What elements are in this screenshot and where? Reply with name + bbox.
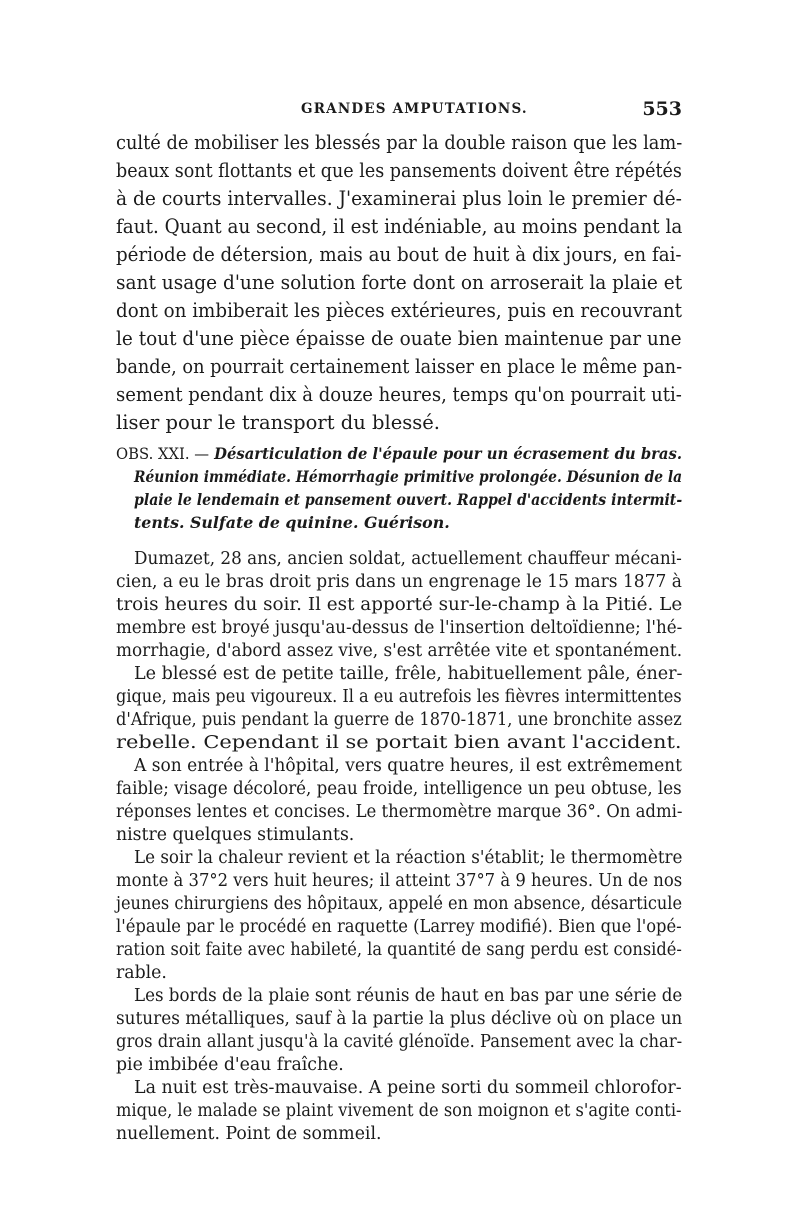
paragraph-line: sement pendant dix à douze heures, temps qu'on pourrait uti- xyxy=(116,383,682,406)
report-line: Le blessé est de petite taille, frêle, habituellement pâle, éner- xyxy=(134,664,683,684)
paragraph-line: période de détersion, mais au bout de huit à dix jours, en fai- xyxy=(116,243,682,266)
report-line: nuellement. Point de sommeil. xyxy=(116,1124,382,1144)
report-line: réponses lentes et concises. Le thermomètre marque 36°. On admi- xyxy=(116,802,683,822)
report-line: rebelle. Cependant il se portait bien avant l'accident. xyxy=(116,733,682,753)
page-number: 553 xyxy=(642,98,682,120)
paragraph-line: sant usage d'une solution forte dont on arroserait la plaie et xyxy=(116,271,683,294)
observation-title-line: Réunion immédiate. Hémorrhagie primitive prolongée. Désunion de la xyxy=(134,467,683,486)
observation-title-line: plaie le lendemain et pansement ouvert. Rappel d'accidents intermit- xyxy=(134,490,683,509)
paragraph-line: à de courts intervalles. J'examinerai plus loin le premier dé- xyxy=(116,187,682,210)
report-line: mique, le malade se plaint vivement de son moignon et s'agite conti- xyxy=(116,1101,682,1121)
paragraph-line: bande, on pourrait certainement laisser en place le même pan- xyxy=(116,355,683,378)
observation-label: OBS. XXI. — xyxy=(116,444,210,463)
report-line: jeunes chirurgiens des hôpitaux, appelé en mon absence, désarticule xyxy=(116,894,683,914)
report-line: membre est broyé jusqu'au-dessus de l'insertion deltoïdienne; l'hé- xyxy=(116,618,683,638)
running-title: GRANDES AMPUTATIONS. xyxy=(301,101,528,117)
report-line: sutures métalliques, sauf à la partie la plus déclive où on place un xyxy=(116,1009,683,1029)
observation-title-line: tents. Sulfate de quinine. Guérison. xyxy=(134,513,450,532)
report-line: A son entrée à l'hôpital, vers quatre heures, il est extrêmement xyxy=(134,756,682,776)
report-line: trois heures du soir. Il est apporté sur-le-champ à la Pitié. Le xyxy=(116,595,683,615)
report-line: Dumazet, 28 ans, ancien soldat, actuellement chauffeur mécani- xyxy=(134,549,682,569)
paragraph-line: dont on imbiberait les pièces extérieures, puis en recouvrant xyxy=(116,299,682,322)
report-line: l'épaule par le procédé en raquette (Larrey modifié). Bien que l'opé- xyxy=(116,917,682,937)
paragraph-line: beaux sont flottants et que les pansements doivent être répétés xyxy=(116,159,682,182)
report-line: rable. xyxy=(116,963,167,983)
report-line: d'Afrique, puis pendant la guerre de 1870-1871, une bronchite assez xyxy=(116,710,682,730)
report-line: monte à 37°2 vers huit heures; il atteint 37°7 à 9 heures. Un de nos xyxy=(116,871,683,891)
report-line: morrhagie, d'abord assez vive, s'est arrêtée vite et spontanément. xyxy=(116,641,683,661)
paragraph-line: faut. Quant au second, il est indéniable, au moins pendant la xyxy=(116,215,683,238)
report-line: pie imbibée d'eau fraîche. xyxy=(116,1055,344,1075)
observation-heading xyxy=(116,446,682,462)
paragraph-line: culté de mobiliser les blessés par la double raison que les lam- xyxy=(116,131,683,154)
report-line: gique, mais peu vigoureux. Il a eu autrefois les fièvres intermittentes xyxy=(116,687,682,707)
observation-title-line: Désarticulation de l'épaule pour un écrasement du bras. xyxy=(214,444,682,463)
report-line: La nuit est très-mauvaise. A peine sorti du sommeil chlorofor- xyxy=(134,1078,682,1098)
running-head xyxy=(116,98,682,122)
report-line: cien, a eu le bras droit pris dans un engrenage le 15 mars 1877 à xyxy=(116,572,682,592)
report-line: nistre quelques stimulants. xyxy=(116,825,355,845)
paragraph-line: liser pour le transport du blessé. xyxy=(116,411,440,434)
report-line: Le soir la chaleur revient et la réaction s'établit; le thermomètre xyxy=(134,848,683,868)
report-line: ration soit faite avec habileté, la quantité de sang perdu est considé- xyxy=(116,940,682,960)
paragraph-line: le tout d'une pièce épaisse de ouate bien maintenue par une xyxy=(116,327,682,350)
report-line: Les bords de la plaie sont réunis de haut en bas par une série de xyxy=(134,986,683,1006)
report-line: gros drain allant jusqu'à la cavité glénoïde. Pansement avec la char- xyxy=(116,1032,683,1052)
report-line: faible; visage décoloré, peau froide, intelligence un peu obtuse, les xyxy=(116,779,682,799)
